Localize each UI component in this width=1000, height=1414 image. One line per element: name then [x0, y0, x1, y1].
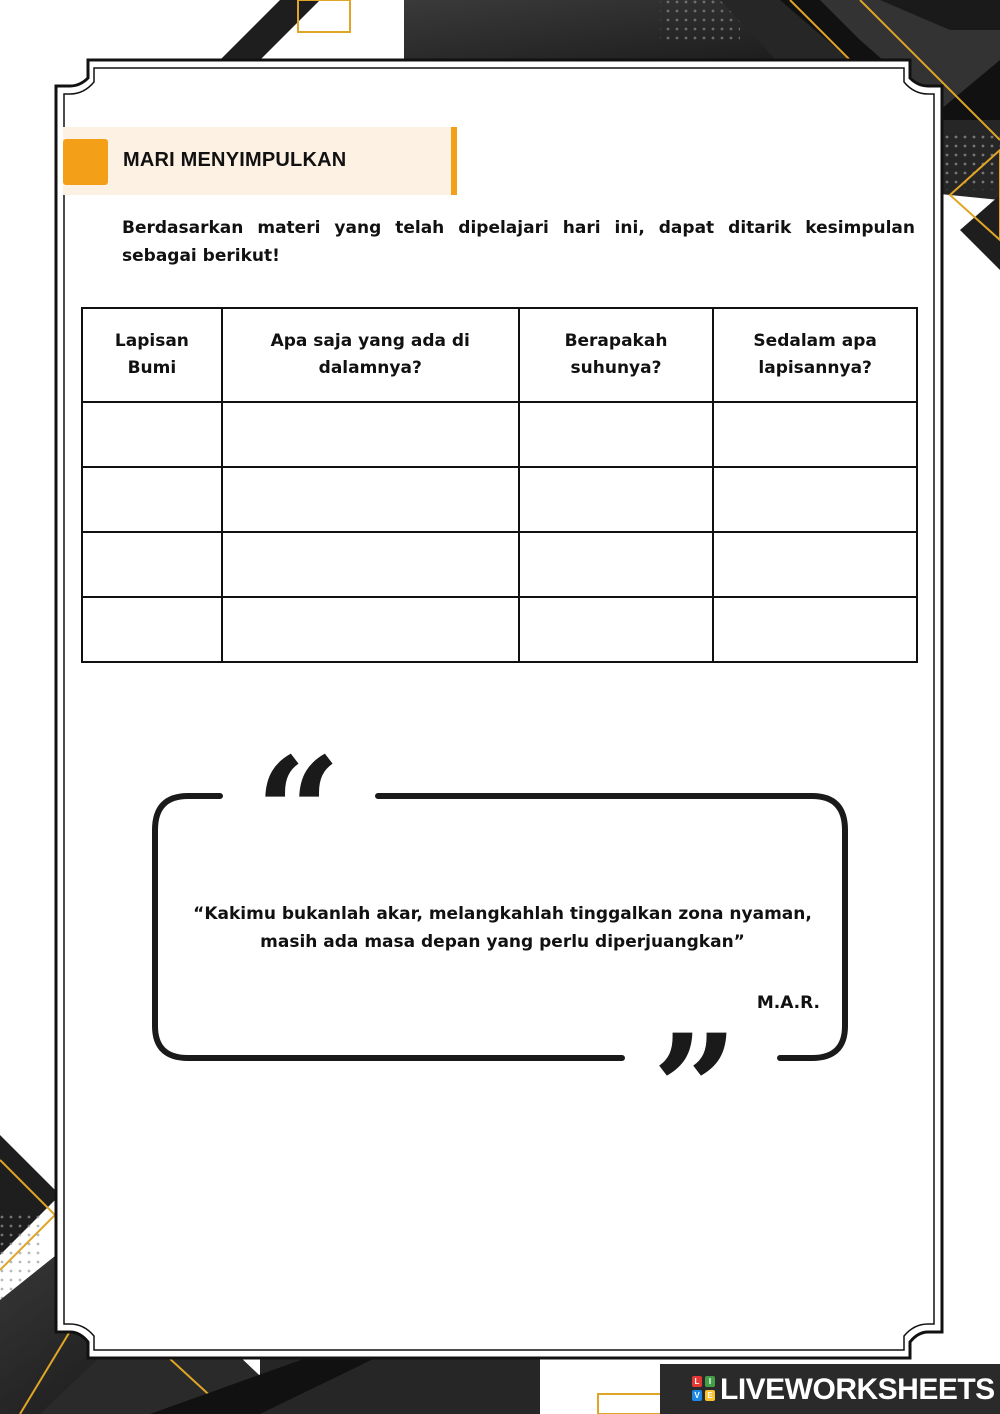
open-quote-icon: “ — [255, 725, 324, 901]
quote-text: “Kakimu bukanlah akar, melangkahlah tinggalkan zona nyaman, masih ada masa depan yang perlu diperjuangkan” — [193, 904, 812, 952]
intro-text: Berdasarkan materi yang telah dipelajari hari ini, dapat ditarik kesimpulan sebagai berikut! — [122, 218, 915, 266]
header-suhu: Berapakah suhunya? — [519, 308, 714, 402]
liveworksheets-logo[interactable] — [660, 1364, 1000, 1414]
answer-cell[interactable] — [519, 532, 714, 597]
close-quote-icon: ” — [652, 1002, 721, 1178]
header-lapisan-bumi: Lapisan Bumi — [82, 308, 222, 402]
banner-accent-bar — [451, 127, 457, 195]
answer-cell[interactable] — [82, 402, 222, 467]
answer-cell[interactable] — [713, 402, 917, 467]
section-banner — [63, 127, 457, 195]
header-kedalaman: Sedalam apa lapisannya? — [713, 308, 917, 402]
answer-cell[interactable] — [519, 597, 714, 662]
answer-cell[interactable] — [82, 467, 222, 532]
answer-cell[interactable] — [82, 532, 222, 597]
answer-cell[interactable] — [82, 597, 222, 662]
answer-cell[interactable] — [222, 402, 519, 467]
banner-accent-tab — [63, 139, 108, 185]
logo-letter: L — [692, 1376, 702, 1387]
answer-cell[interactable] — [713, 532, 917, 597]
answer-cell[interactable] — [713, 597, 917, 662]
logo-letter: E — [705, 1390, 715, 1401]
summary-table — [81, 307, 918, 663]
section-title: MARI MENYIMPULKAN — [123, 149, 347, 171]
answer-cell[interactable] — [713, 467, 917, 532]
quote-author: M.A.R. — [756, 993, 820, 1013]
logo-badge-icon — [692, 1376, 716, 1402]
table-row — [82, 402, 917, 467]
table-row — [82, 467, 917, 532]
answer-cell[interactable] — [222, 532, 519, 597]
answer-cell[interactable] — [222, 467, 519, 532]
answer-cell[interactable] — [519, 402, 714, 467]
answer-cell[interactable] — [222, 597, 519, 662]
table-header-row — [82, 308, 917, 402]
header-isi-lapisan: Apa saja yang ada di dalamnya? — [222, 308, 519, 402]
table-row — [82, 597, 917, 662]
logo-text: LIVEWORKSHEETS — [720, 1373, 995, 1406]
table-row — [82, 532, 917, 597]
answer-cell[interactable] — [519, 467, 714, 532]
logo-letter: I — [705, 1376, 715, 1387]
logo-letter: V — [692, 1390, 702, 1401]
